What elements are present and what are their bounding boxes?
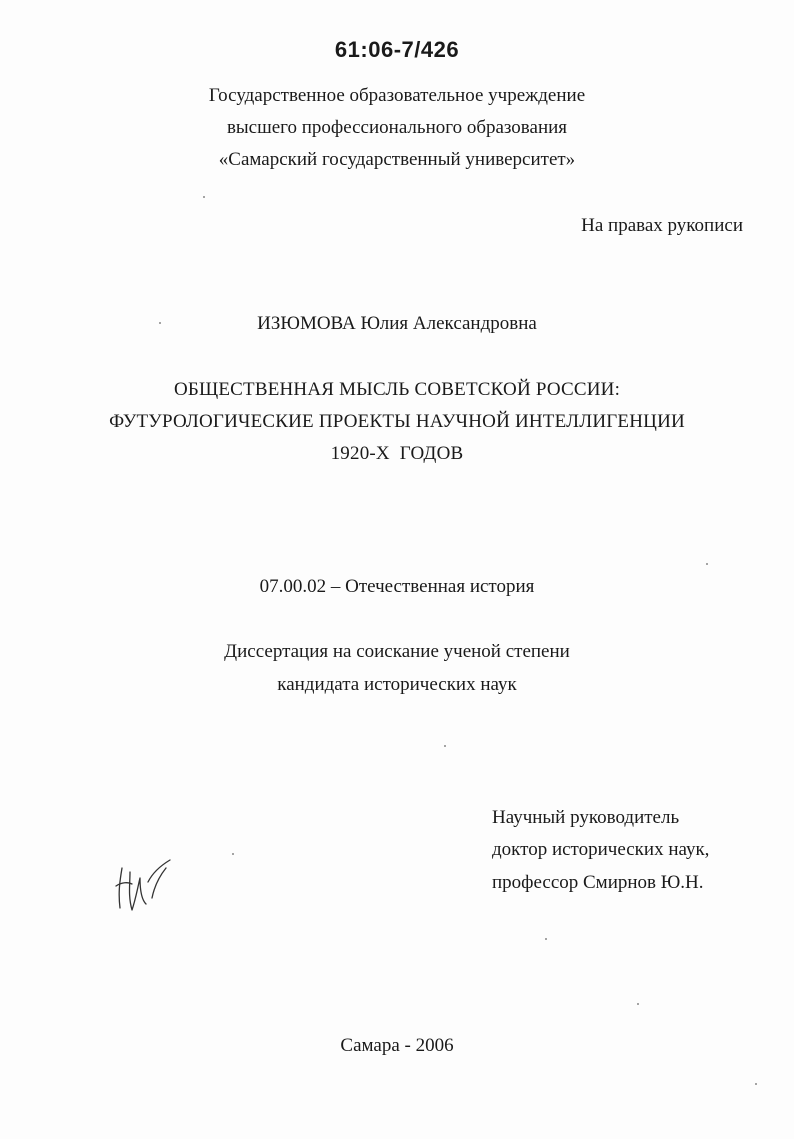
scan-speck [203, 196, 205, 198]
supervisor-line-1: Научный руководитель [492, 807, 680, 828]
scan-speck [545, 938, 547, 940]
signature-icon [108, 852, 180, 924]
title-line-2: ФУТУРОЛОГИЧЕСКИЕ ПРОЕКТЫ НАУЧНОЙ ИНТЕЛЛИГЕНЦИИ [109, 411, 685, 432]
manuscript-note: На правах рукописи [581, 215, 743, 236]
supervisor-line-3: профессор Смирнов Ю.Н. [492, 872, 704, 893]
place-year: Самара - 2006 [340, 1035, 454, 1056]
scan-speck [637, 1003, 639, 1005]
institution-line-3: «Самарский государственный университет» [218, 149, 576, 170]
title-line-1: ОБЩЕСТВЕННАЯ МЫСЛЬ СОВЕТСКОЙ РОССИИ: [173, 379, 621, 400]
scan-speck [444, 745, 446, 747]
degree-line-1: Диссертация на соискание ученой степени [224, 641, 570, 662]
author-name: ИЗЮМОВА Юлия Александровна [257, 313, 537, 334]
title-line-3: 1920-Х ГОДОВ [330, 443, 464, 464]
archive-code: 61:06-7/426 [334, 37, 460, 62]
scan-speck [755, 1083, 757, 1085]
specialty: 07.00.02 – Отечественная история [259, 576, 535, 597]
institution-line-2: высшего профессионального образования [226, 117, 568, 138]
supervisor-line-2: доктор исторических наук, [492, 839, 710, 860]
scan-speck [232, 853, 234, 855]
scan-speck [159, 322, 161, 324]
institution-line-1: Государственное образовательное учреждение [208, 85, 586, 106]
degree-line-2: кандидата исторических наук [277, 674, 517, 695]
scan-speck [706, 563, 708, 565]
